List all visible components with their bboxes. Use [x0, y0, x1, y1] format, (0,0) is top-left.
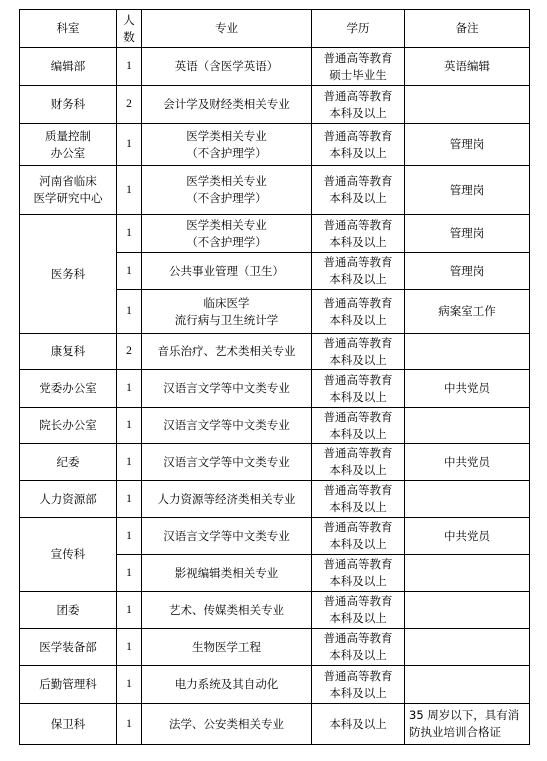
count-cell: 1	[117, 290, 142, 334]
major-cell: 英语（含医学英语）	[142, 48, 312, 86]
header-note: 备注	[405, 10, 530, 48]
table-row	[20, 86, 530, 124]
dept-cell: 医务科	[20, 215, 117, 334]
note-cell: 病案室工作	[405, 290, 530, 334]
edu-cell: 普通高等教育 本科及以上	[312, 592, 405, 629]
note-cell	[405, 592, 530, 629]
header-row	[20, 10, 530, 48]
count-cell: 1	[117, 408, 142, 444]
major-cell: 汉语言文学等中文类专业	[142, 444, 312, 481]
edu-cell: 普通高等教育 硕士毕业生	[312, 48, 405, 86]
table-row	[20, 666, 530, 704]
count-cell: 1	[117, 666, 142, 704]
edu-cell: 普通高等教育 本科及以上	[312, 518, 405, 555]
note-cell: 中共党员	[405, 518, 530, 555]
header-major: 专业	[142, 10, 312, 48]
header-count: 人 数	[117, 10, 142, 48]
table-row	[20, 166, 530, 215]
table-row	[20, 215, 530, 253]
major-cell: 医学类相关专业 （不含护理学）	[142, 166, 312, 215]
note-cell	[405, 481, 530, 518]
note-cell: 英语编辑	[405, 48, 530, 86]
major-cell: 医学类相关专业 （不含护理学）	[142, 124, 312, 166]
dept-cell: 宣传科	[20, 518, 117, 592]
note-cell: 管理岗	[405, 215, 530, 253]
note-cell: 管理岗	[405, 166, 530, 215]
note-cell	[405, 408, 530, 444]
dept-cell: 质量控制 办公室	[20, 124, 117, 166]
note-cell	[405, 666, 530, 704]
count-cell: 2	[117, 334, 142, 370]
edu-cell: 普通高等教育 本科及以上	[312, 555, 405, 592]
count-cell: 1	[117, 444, 142, 481]
dept-cell: 党委办公室	[20, 370, 117, 408]
dept-cell: 康复科	[20, 334, 117, 370]
major-cell: 艺术、传媒类相关专业	[142, 592, 312, 629]
dept-cell: 医学装备部	[20, 629, 117, 666]
note-cell	[405, 555, 530, 592]
table-row	[20, 370, 530, 408]
major-cell: 汉语言文学等中文类专业	[142, 370, 312, 408]
table-row	[20, 444, 530, 481]
recruitment-table	[19, 9, 530, 745]
count-cell: 1	[117, 555, 142, 592]
count-cell: 1	[117, 518, 142, 555]
edu-cell: 普通高等教育 本科及以上	[312, 253, 405, 290]
dept-cell: 编辑部	[20, 48, 117, 86]
dept-cell: 团委	[20, 592, 117, 629]
major-cell: 临床医学 流行病与卫生统计学	[142, 290, 312, 334]
count-cell: 1	[117, 704, 142, 745]
edu-cell: 普通高等教育 本科及以上	[312, 334, 405, 370]
dept-cell: 后勤管理科	[20, 666, 117, 704]
major-cell: 电力系统及其自动化	[142, 666, 312, 704]
table-row	[20, 592, 530, 629]
edu-cell: 普通高等教育 本科及以上	[312, 444, 405, 481]
count-cell: 1	[117, 253, 142, 290]
note-cell: 35 周岁以下，具有消 防执业培训合格证	[405, 704, 530, 745]
dept-cell: 河南省临床 医学研究中心	[20, 166, 117, 215]
major-cell: 会计学及财经类相关专业	[142, 86, 312, 124]
table-row	[20, 408, 530, 444]
edu-cell: 普通高等教育 本科及以上	[312, 290, 405, 334]
table-row	[20, 334, 530, 370]
dept-cell: 人力资源部	[20, 481, 117, 518]
count-cell: 1	[117, 48, 142, 86]
major-cell: 影视编辑类相关专业	[142, 555, 312, 592]
edu-cell: 普通高等教育 本科及以上	[312, 86, 405, 124]
edu-cell: 普通高等教育 本科及以上	[312, 629, 405, 666]
count-cell: 1	[117, 481, 142, 518]
major-cell: 法学、公安类相关专业	[142, 704, 312, 745]
edu-cell: 普通高等教育 本科及以上	[312, 124, 405, 166]
major-cell: 汉语言文学等中文类专业	[142, 518, 312, 555]
table-row	[20, 481, 530, 518]
count-cell: 1	[117, 166, 142, 215]
dept-cell: 院长办公室	[20, 408, 117, 444]
note-cell: 中共党员	[405, 444, 530, 481]
edu-cell: 普通高等教育 本科及以上	[312, 215, 405, 253]
header-dept: 科室	[20, 10, 117, 48]
edu-cell: 普通高等教育 本科及以上	[312, 666, 405, 704]
dept-cell: 纪委	[20, 444, 117, 481]
edu-cell: 普通高等教育 本科及以上	[312, 408, 405, 444]
edu-cell: 本科及以上	[312, 704, 405, 745]
count-cell: 1	[117, 124, 142, 166]
note-cell: 中共党员	[405, 370, 530, 408]
table-row	[20, 704, 530, 745]
edu-cell: 普通高等教育 本科及以上	[312, 166, 405, 215]
count-cell: 1	[117, 370, 142, 408]
edu-cell: 普通高等教育 本科及以上	[312, 481, 405, 518]
note-cell	[405, 629, 530, 666]
major-cell: 汉语言文学等中文类专业	[142, 408, 312, 444]
note-cell: 管理岗	[405, 253, 530, 290]
count-cell: 2	[117, 86, 142, 124]
major-cell: 音乐治疗、艺术类相关专业	[142, 334, 312, 370]
note-cell: 管理岗	[405, 124, 530, 166]
table-row	[20, 518, 530, 555]
major-cell: 人力资源等经济类相关专业	[142, 481, 312, 518]
table-row	[20, 629, 530, 666]
count-cell: 1	[117, 592, 142, 629]
count-cell: 1	[117, 215, 142, 253]
major-cell: 生物医学工程	[142, 629, 312, 666]
note-cell	[405, 334, 530, 370]
major-cell: 医学类相关专业 （不含护理学）	[142, 215, 312, 253]
table-row	[20, 48, 530, 86]
dept-cell: 财务科	[20, 86, 117, 124]
note-cell	[405, 86, 530, 124]
table-row	[20, 124, 530, 166]
count-cell: 1	[117, 629, 142, 666]
edu-cell: 普通高等教育 本科及以上	[312, 370, 405, 408]
dept-cell: 保卫科	[20, 704, 117, 745]
header-edu: 学历	[312, 10, 405, 48]
major-cell: 公共事业管理（卫生）	[142, 253, 312, 290]
